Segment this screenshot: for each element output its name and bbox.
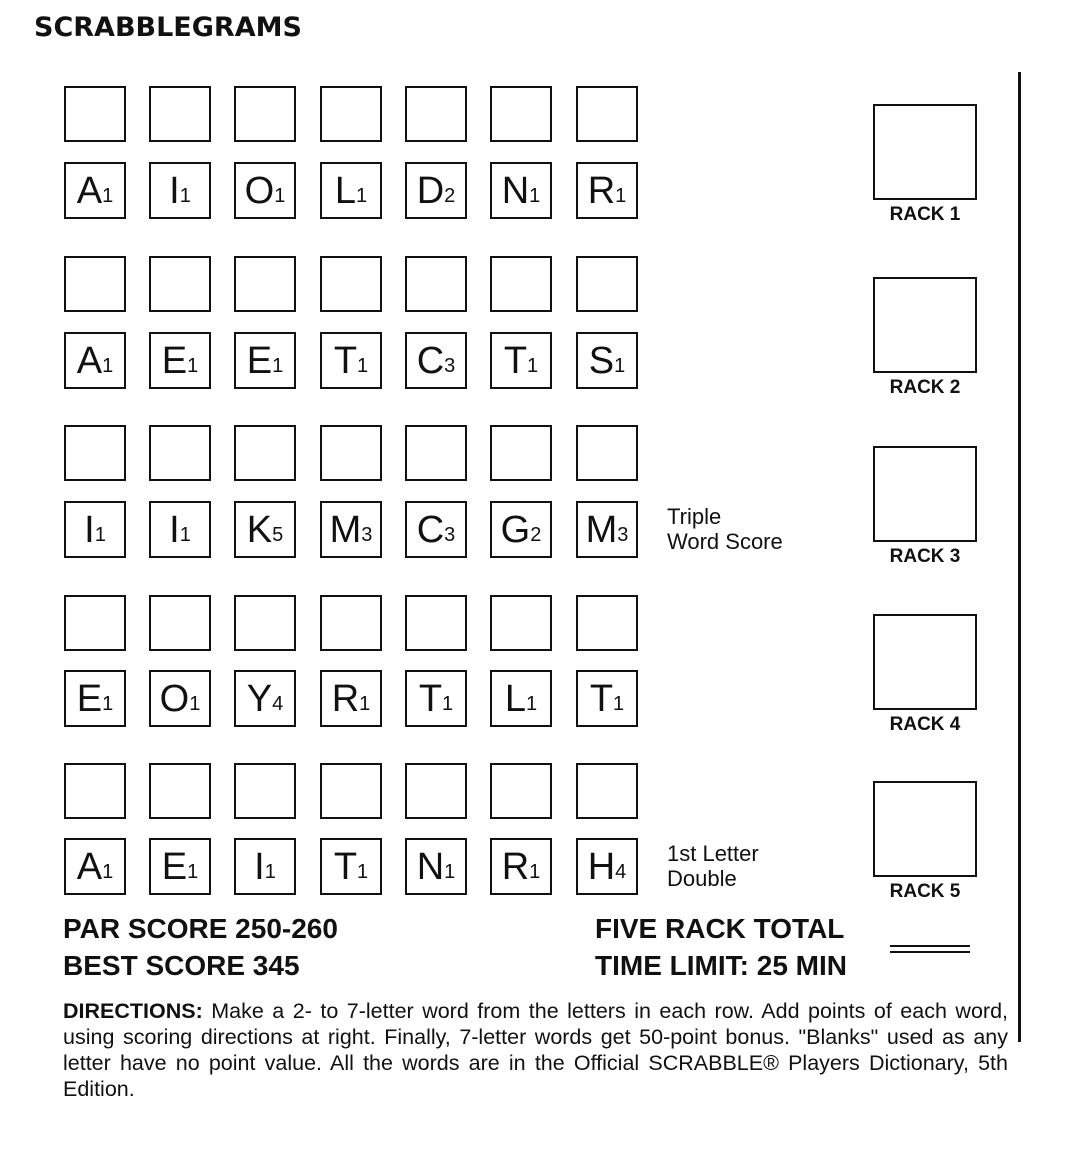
- scoring-note-line: 1st Letter: [667, 841, 759, 866]
- tile-points: 1: [189, 692, 201, 715]
- tile-letter: L: [334, 169, 356, 212]
- tile-letter: L: [504, 677, 526, 720]
- tile-letter: T: [333, 339, 358, 382]
- tile-letter: O: [244, 169, 275, 212]
- tile-points: 2: [530, 523, 542, 546]
- tile-points: 1: [274, 184, 286, 207]
- tile-points: 1: [102, 184, 114, 207]
- tile-letter: T: [333, 845, 358, 888]
- letter-tile: [320, 162, 382, 219]
- tile-points: 3: [444, 354, 456, 377]
- answer-box[interactable]: [490, 595, 552, 651]
- letter-tile: [234, 332, 296, 389]
- tile-letter: I: [84, 508, 95, 551]
- tile-letter: M: [585, 508, 618, 551]
- tile-points: 1: [102, 692, 114, 715]
- answer-box[interactable]: [490, 256, 552, 312]
- letter-tile: [149, 670, 211, 727]
- tile-points: 4: [272, 692, 284, 715]
- tile-points: 1: [187, 860, 199, 883]
- tile-letter: T: [589, 677, 614, 720]
- rack-score-box[interactable]: [873, 104, 977, 200]
- letter-tile: [149, 501, 211, 558]
- directions: [63, 998, 1008, 1102]
- tile-points: 1: [356, 184, 368, 207]
- answer-box[interactable]: [320, 595, 382, 651]
- right-divider: [1018, 72, 1021, 1042]
- letter-tile: [320, 332, 382, 389]
- tile-points: 1: [102, 860, 114, 883]
- tile-points: 1: [272, 354, 284, 377]
- letter-tile: [576, 162, 638, 219]
- tile-letter: A: [76, 339, 103, 382]
- tile-points: 1: [526, 692, 538, 715]
- tile-points: 1: [613, 692, 625, 715]
- tile-letter: R: [587, 169, 616, 212]
- answer-box[interactable]: [576, 763, 638, 819]
- tile-points: 1: [264, 860, 276, 883]
- tile-letter: R: [501, 845, 530, 888]
- tile-letter: K: [246, 508, 273, 551]
- letter-tile: [490, 838, 552, 895]
- letter-tile: [405, 332, 467, 389]
- letter-tile: [405, 670, 467, 727]
- answer-box[interactable]: [234, 425, 296, 481]
- answer-box[interactable]: [149, 256, 211, 312]
- answer-box[interactable]: [576, 86, 638, 142]
- answer-box[interactable]: [320, 425, 382, 481]
- answer-box[interactable]: [576, 425, 638, 481]
- rack-score-box[interactable]: [873, 614, 977, 710]
- answer-box[interactable]: [490, 425, 552, 481]
- tile-points: 1: [527, 354, 539, 377]
- letter-tile: [149, 162, 211, 219]
- tile-letter: I: [169, 508, 180, 551]
- answer-box[interactable]: [405, 763, 467, 819]
- answer-box[interactable]: [405, 425, 467, 481]
- tile-points: 1: [179, 184, 191, 207]
- five-rack-total-line-2: [890, 951, 970, 953]
- letter-tile: [234, 162, 296, 219]
- tile-points: 5: [272, 523, 284, 546]
- letter-tile: [64, 332, 126, 389]
- tile-letter: I: [169, 169, 180, 212]
- letter-tile: [405, 162, 467, 219]
- tile-letter: C: [416, 508, 445, 551]
- directions-text: Make a 2- to 7-letter word from the letters in each row. Add points of each word, using scoring directions at right. Finally, 7-letter words get 50-point bonus. "Blanks" used as any letter have no point value. All the words are in the Official SCRABBLE® Players Dictionary, 5th Edition.: [63, 999, 1008, 1101]
- letter-tile: [234, 670, 296, 727]
- tile-letter: N: [416, 845, 445, 888]
- rack-label: RACK 3: [889, 546, 961, 567]
- tile-letter: E: [161, 339, 188, 382]
- answer-box[interactable]: [405, 256, 467, 312]
- letter-tile: [490, 162, 552, 219]
- tile-points: 1: [529, 860, 541, 883]
- five-rack-total-label: FIVE RACK TOTAL: [595, 913, 845, 944]
- tile-letter: N: [501, 169, 530, 212]
- tile-letter: D: [416, 169, 445, 212]
- answer-box[interactable]: [576, 256, 638, 312]
- tile-letter: H: [587, 845, 616, 888]
- answer-box[interactable]: [64, 595, 126, 651]
- tile-points: 1: [442, 692, 454, 715]
- letter-tile: [320, 670, 382, 727]
- answer-box[interactable]: [64, 763, 126, 819]
- tile-points: 3: [444, 523, 456, 546]
- answer-box[interactable]: [320, 86, 382, 142]
- answer-box[interactable]: [149, 425, 211, 481]
- answer-box[interactable]: [149, 763, 211, 819]
- answer-box[interactable]: [64, 256, 126, 312]
- tile-points: 1: [102, 354, 114, 377]
- rack-score-box[interactable]: [873, 277, 977, 373]
- rack-score-box[interactable]: [873, 781, 977, 877]
- tile-points: 3: [617, 523, 629, 546]
- tile-points: 1: [614, 354, 626, 377]
- letter-tile: [149, 838, 211, 895]
- tile-points: 4: [615, 860, 627, 883]
- tile-letter: I: [254, 845, 265, 888]
- letter-tile: [149, 332, 211, 389]
- answer-box[interactable]: [149, 86, 211, 142]
- par-score: PAR SCORE 250-260: [63, 913, 338, 944]
- tile-points: 3: [361, 523, 373, 546]
- tile-points: 1: [615, 184, 627, 207]
- scoring-note: [667, 841, 759, 891]
- time-limit: TIME LIMIT: 25 MIN: [595, 950, 847, 981]
- tile-letter: A: [76, 169, 103, 212]
- letter-tile: [64, 162, 126, 219]
- answer-box[interactable]: [490, 763, 552, 819]
- answer-box[interactable]: [320, 256, 382, 312]
- scoring-note: [667, 504, 783, 554]
- tile-letter: A: [76, 845, 103, 888]
- puzzle-title: SCRABBLEGRAMS: [34, 12, 302, 43]
- letter-tile: [64, 838, 126, 895]
- tile-letter: E: [246, 339, 273, 382]
- letter-tile: [576, 838, 638, 895]
- tile-letter: C: [416, 339, 445, 382]
- tile-letter: R: [331, 677, 360, 720]
- answer-box[interactable]: [576, 595, 638, 651]
- letter-tile: [576, 501, 638, 558]
- tile-points: 1: [187, 354, 199, 377]
- rack-label: RACK 4: [889, 714, 961, 735]
- five-rack-total-line: [890, 945, 970, 947]
- rack-score-box[interactable]: [873, 446, 977, 542]
- answer-box[interactable]: [320, 763, 382, 819]
- tile-letter: E: [76, 677, 103, 720]
- answer-box[interactable]: [490, 86, 552, 142]
- tile-points: 1: [94, 523, 106, 546]
- answer-box[interactable]: [234, 256, 296, 312]
- letter-tile: [490, 501, 552, 558]
- tile-letter: T: [418, 677, 443, 720]
- answer-box[interactable]: [64, 86, 126, 142]
- letter-tile: [320, 838, 382, 895]
- answer-box[interactable]: [405, 595, 467, 651]
- letter-tile: [234, 838, 296, 895]
- answer-box[interactable]: [234, 86, 296, 142]
- rack-label: RACK 1: [889, 204, 961, 225]
- letter-tile: [405, 838, 467, 895]
- tile-points: 2: [444, 184, 456, 207]
- answer-box[interactable]: [234, 595, 296, 651]
- tile-letter: G: [500, 508, 531, 551]
- scoring-note-line: Double: [667, 866, 737, 891]
- tile-letter: O: [159, 677, 190, 720]
- tile-points: 1: [444, 860, 456, 883]
- letter-tile: [320, 501, 382, 558]
- tile-points: 1: [359, 692, 371, 715]
- tile-letter: S: [588, 339, 615, 382]
- answer-box[interactable]: [234, 763, 296, 819]
- letter-tile: [64, 670, 126, 727]
- answer-box[interactable]: [64, 425, 126, 481]
- tile-letter: M: [329, 508, 362, 551]
- letter-tile: [64, 501, 126, 558]
- tile-letter: T: [503, 339, 528, 382]
- answer-box[interactable]: [405, 86, 467, 142]
- tile-points: 1: [357, 860, 369, 883]
- best-score: BEST SCORE 345: [63, 950, 300, 981]
- tile-points: 1: [179, 523, 191, 546]
- answer-box[interactable]: [149, 595, 211, 651]
- rack-label: RACK 5: [889, 881, 961, 902]
- letter-tile: [490, 332, 552, 389]
- scoring-note-line: Word Score: [667, 529, 783, 554]
- rack-label: RACK 2: [889, 377, 961, 398]
- letter-tile: [576, 332, 638, 389]
- tile-letter: Y: [246, 677, 273, 720]
- letter-tile: [576, 670, 638, 727]
- letter-tile: [405, 501, 467, 558]
- letter-tile: [234, 501, 296, 558]
- letter-tile: [490, 670, 552, 727]
- tile-points: 1: [529, 184, 541, 207]
- tile-points: 1: [357, 354, 369, 377]
- directions-heading: DIRECTIONS:: [63, 999, 203, 1023]
- scoring-note-line: Triple: [667, 504, 722, 529]
- tile-letter: E: [161, 845, 188, 888]
